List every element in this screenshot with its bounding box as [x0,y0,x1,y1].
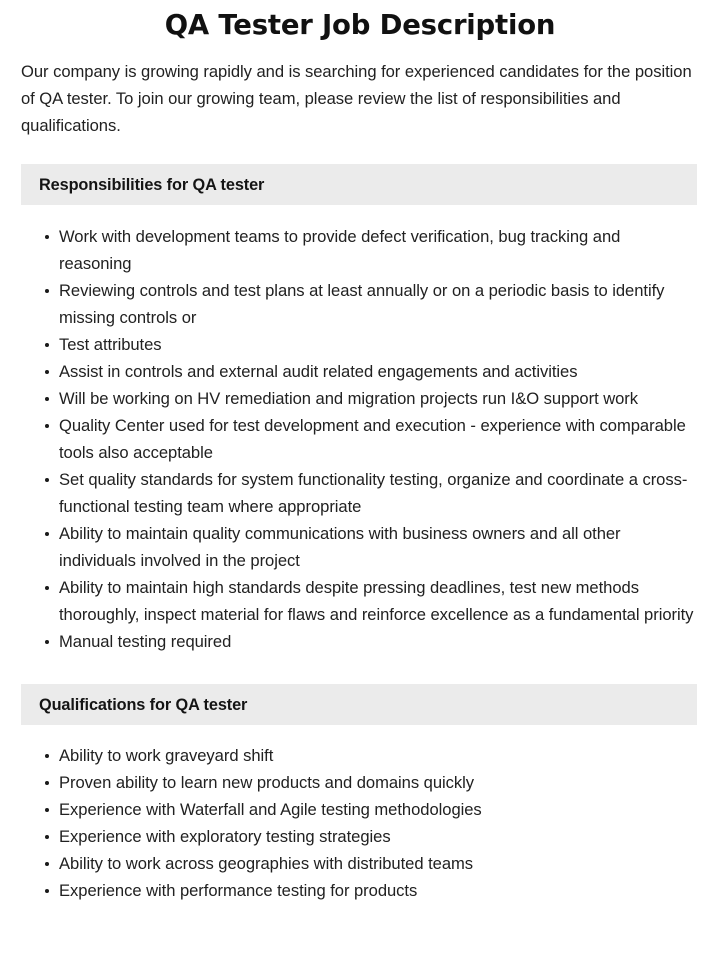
list-item: Experience with Waterfall and Agile testing methodologies [59,796,696,823]
qualifications-list [0,725,720,904]
section-header-responsibilities [21,164,697,205]
list-item: Experience with performance testing for products [59,877,696,904]
list-item: Ability to work graveyard shift [59,742,696,769]
section-qualifications [0,684,720,904]
list-item: Reviewing controls and test plans at least annually or on a periodic basis to identify missing controls or [59,277,696,331]
section-header-qualifications [21,684,697,725]
list-item: Ability to work across geographies with distributed teams [59,850,696,877]
list-item: Experience with exploratory testing strategies [59,823,696,850]
list-item: Work with development teams to provide defect verification, bug tracking and reasoning [59,223,696,277]
section-heading-label: Qualifications for QA tester [39,695,248,714]
list-item: Ability to maintain quality communications with business owners and all other individuals involved in the project [59,520,696,574]
list-item: Test attributes [59,331,696,358]
list-item: Proven ability to learn new products and domains quickly [59,769,696,796]
intro-paragraph: Our company is growing rapidly and is searching for experienced candidates for the position of QA tester. To join our growing team, please review the list of responsibilities and qualifications. [21,62,692,135]
page-title: QA Tester Job Description [164,9,556,41]
section-heading-label: Responsibilities for QA tester [39,175,265,194]
list-item: Assist in controls and external audit related engagements and activities [59,358,696,385]
responsibilities-list [0,205,720,655]
list-item: Ability to maintain high standards despite pressing deadlines, test new methods thoroughly, inspect material for flaws and reinforce excellence as a fundamental priority [59,574,696,628]
list-item: Will be working on HV remediation and migration projects run I&O support work [59,385,696,412]
list-item: Quality Center used for test development and execution - experience with comparable tools also acceptable [59,412,696,466]
list-item: Set quality standards for system functionality testing, organize and coordinate a cross-functional testing team where appropriate [59,466,696,520]
list-item: Manual testing required [59,628,696,655]
section-responsibilities [0,164,720,655]
